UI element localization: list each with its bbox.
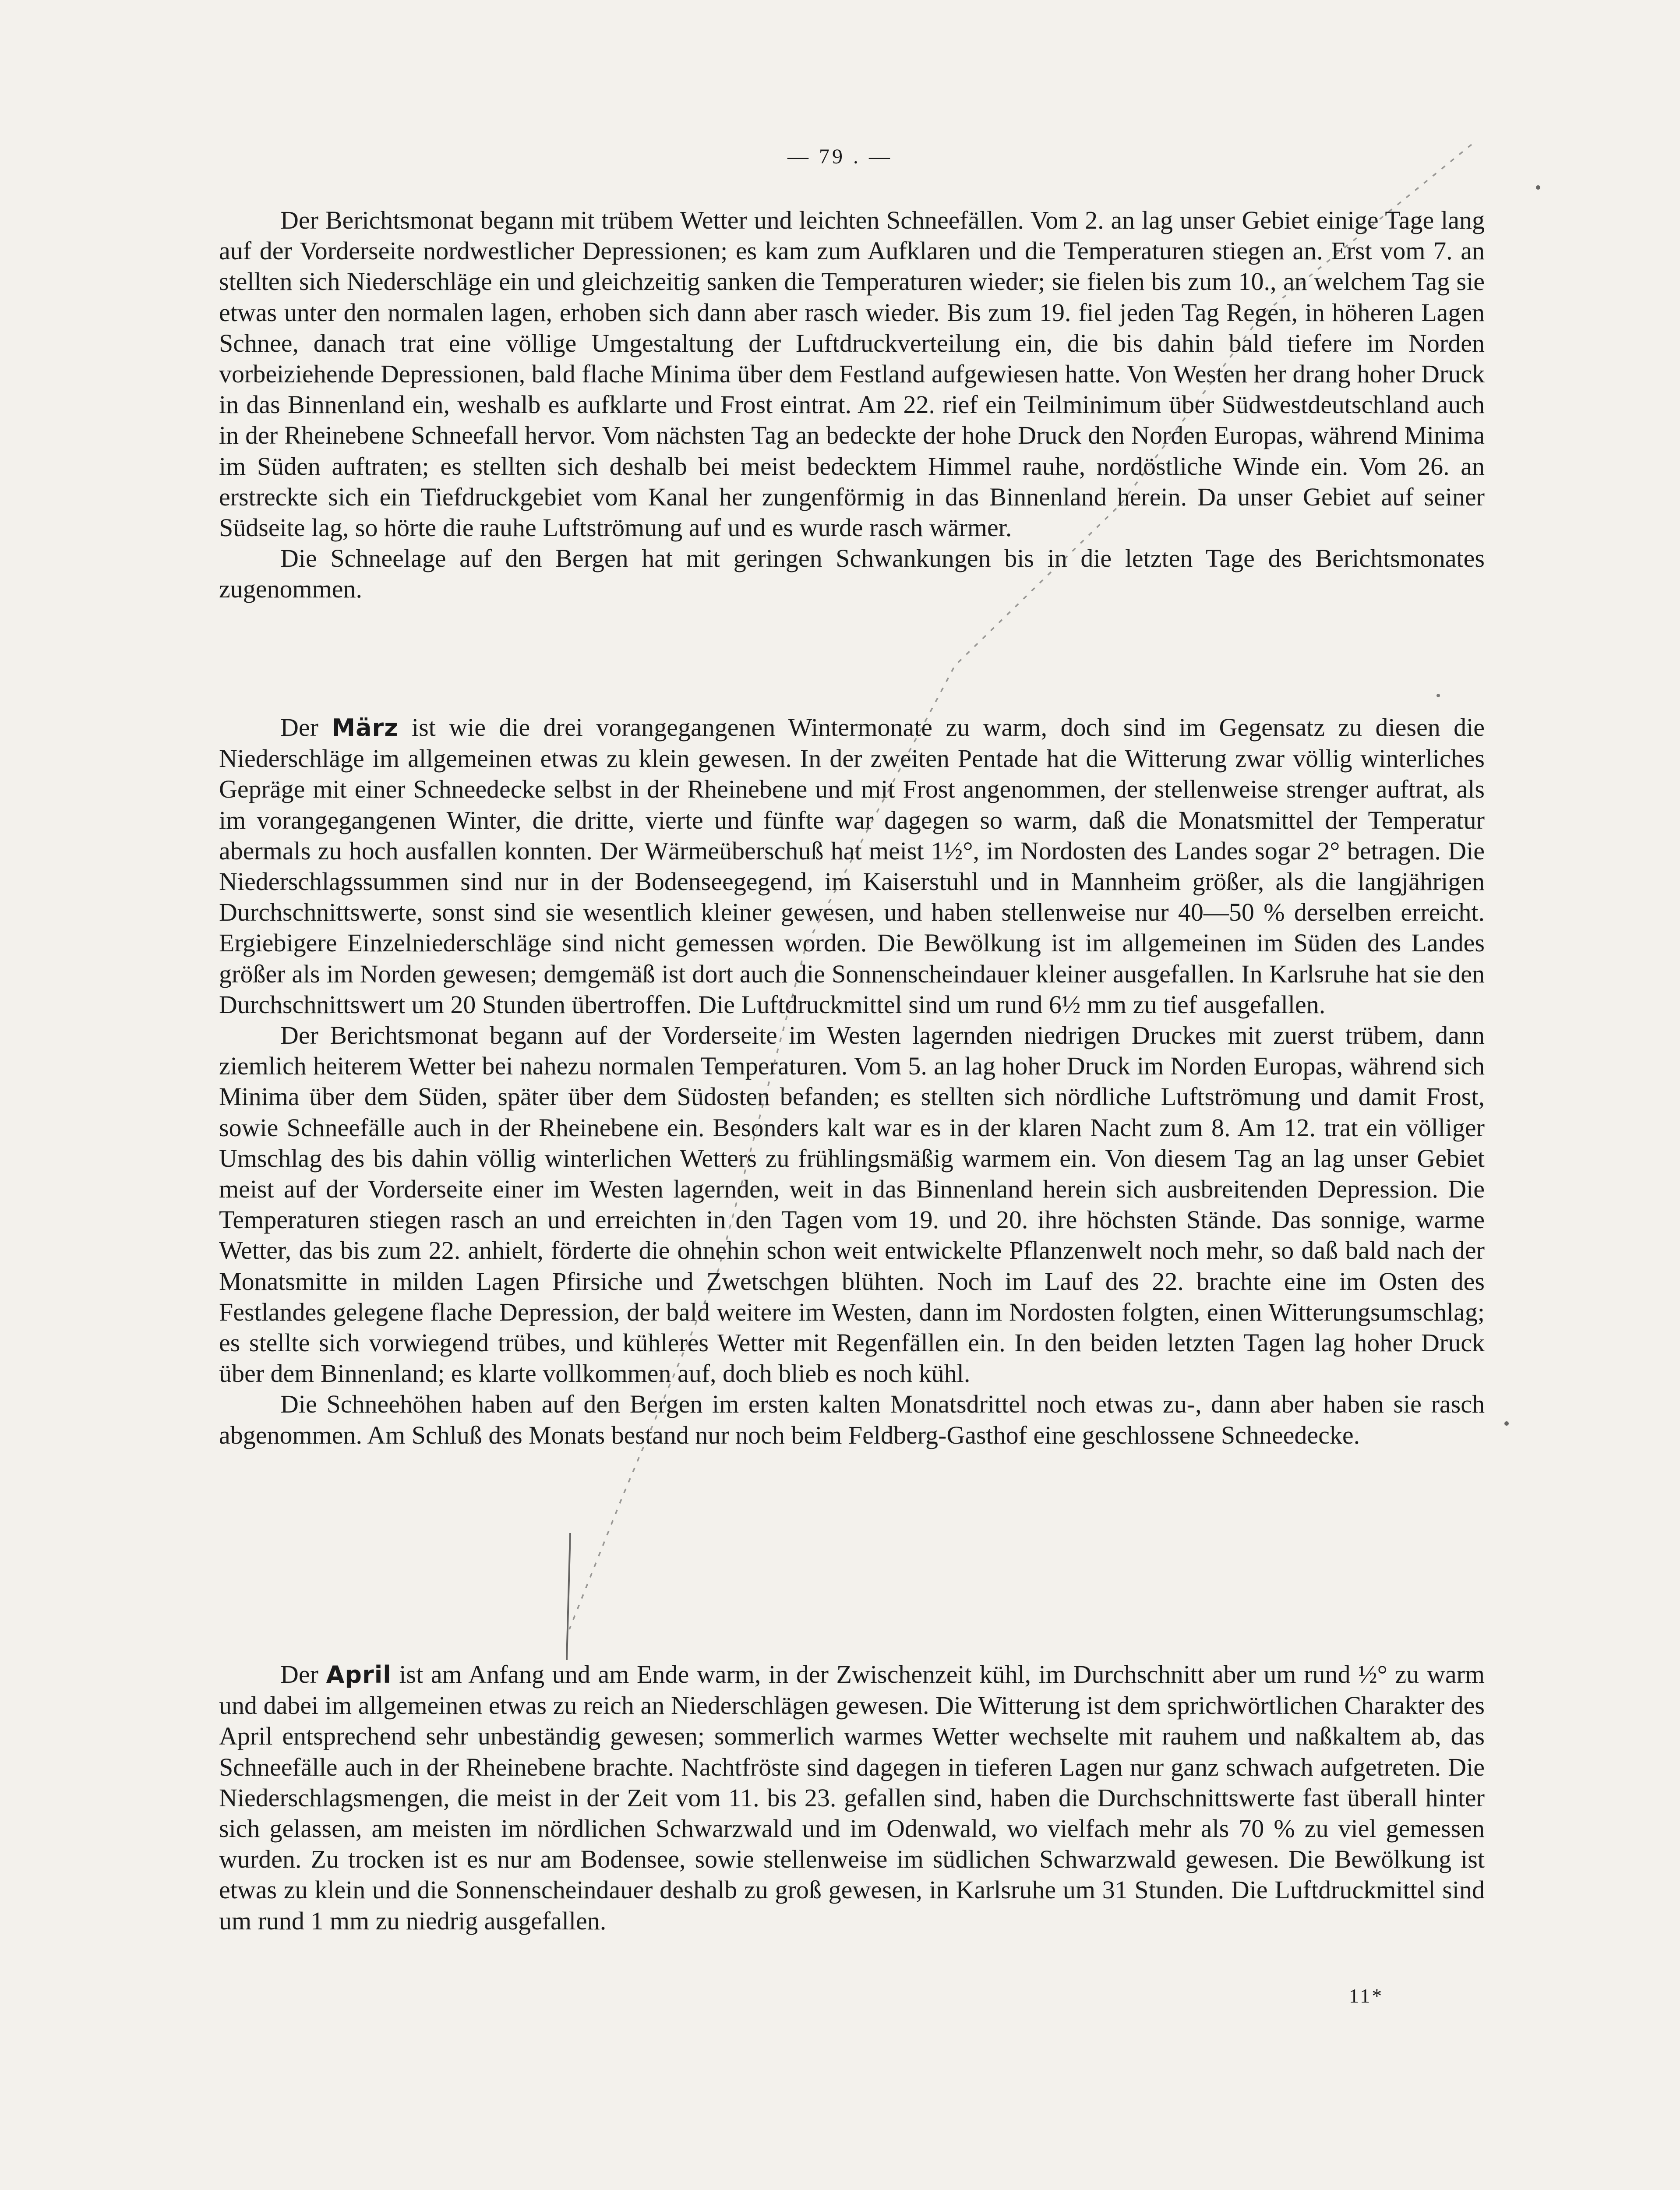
february-section: [219, 205, 1485, 605]
april-paragraph-1-text: ist am Anfang und am Ende warm, in der Zwischenzeit kühl, im Durchschnitt aber um rund ½° zu warm und dabei im allgemeinen etwas zu reich an Niederschlägen gewesen. Die Witterung ist dem sprichwörtlichen Charakter des April entsprechend sehr unbeständig gewesen; sommerlich warmes Wetter wechselte mit rauhem und naßkaltem ab, das Schneefälle auch in der Rheinebene brachte. Nachtfröste sind dagegen in tieferen Lagen nur ganz schwach aufgetreten. Die Niederschlagsmengen, die meist in der Zeit vom 11. bis 23. gefallen sind, haben die Durchschnittswerte fast überall hinter sich gelassen, am meisten im nördlichen Schwarzwald und im Odenwald, wo vielfach mehr als 70 % zu viel gemessen wurden. Zu trocken ist es nur am Bodensee, sowie stellenweise im südlichen Schwarzwald gewesen. Die Bewölkung ist etwas zu klein und die Sonnenscheindauer deshalb zu groß gewesen, in Karlsruhe um 31 Stunden. Die Luftdruckmittel sind um rund 1 mm zu niedrig ausgefallen.: [219, 1660, 1485, 1935]
april-section: [219, 1659, 1485, 1936]
march-section: [219, 712, 1485, 1451]
april-paragraph-1: [219, 1659, 1485, 1936]
march-paragraph-1-text: ist wie die drei vorangegangenen Wintermonate zu warm, doch sind im Gegensatz zu diesen die Niederschläge im allgemeinen etwas zu klein gewesen. In der zweiten Pentade hat die Witterung zwar völlig winterliches Gepräge mit einer Schneedecke selbst in der Rheinebene und mit Frost angenommen, der stellenweise strenger auftrat, als im vorangegangenen Winter, die dritte, vierte und fünfte war dagegen so warm, daß die Monatsmittel der Temperatur abermals zu hoch ausfallen konnten. Der Wärmeüberschuß hat meist 1½°, im Nordosten des Landes sogar 2° betragen. Die Niederschlagssummen sind nur in der Bodenseegegend, im Kaiserstuhl und in Mannheim größer, als die langjährigen Durchschnittswerte, sonst sind sie wesentlich kleiner gewesen, und haben stellenweise nur 40—50 % derselben erreicht. Ergiebigere Einzelniederschläge sind nicht gemessen worden. Die Bewölkung ist im allgemeinen im Süden des Landes größer als im Norden gewesen; demgemäß ist dort auch die Sonnenscheindauer kleiner ausgefallen. In Karlsruhe hat sie den Durchschnittswert um 20 Stunden übertroffen. Die Luftdruckmittel sind um rund 6½ mm zu tief ausgefallen.: [219, 713, 1485, 1019]
april-intro-word: Der: [280, 1660, 318, 1688]
page-number: — 79 . —: [787, 145, 893, 168]
march-intro-word: Der: [280, 713, 318, 742]
march-month-heading: März: [332, 714, 399, 742]
march-paragraph-1: [219, 712, 1485, 1020]
february-paragraph-1: Der Berichtsmonat begann mit trübem Wetter und leichten Schneefällen. Vom 2. an lag unser Gebiet einige Tage lang auf der Vorderseite nordwestlicher Depressionen; es kam zum Aufklaren und die Temperaturen stiegen an. Erst vom 7. an stellten sich Niederschläge ein und gleichzeitig sanken die Temperaturen wieder; sie fielen bis zum 10., an welchem Tag sie etwas unter den normalen lagen, erhoben sich dann aber rasch wieder. Bis zum 19. fiel jeden Tag Regen, in höheren Lagen Schnee, danach trat eine völlige Umgestaltung der Luftdruckverteilung ein, die bis dahin bald tiefere im Norden vorbeiziehende Depressionen, bald flache Minima über dem Festland aufgewiesen hatte. Von Westen her drang hoher Druck in das Binnenland ein, weshalb es aufklarte und Frost eintrat. Am 22. rief ein Teilminimum über Südwestdeutschland auch in der Rheinebene Schneefall hervor. Vom nächsten Tag an bedeckte der hohe Druck den Norden Europas, während Minima im Süden auftraten; es stellten sich deshalb bei meist bedecktem Himmel rauhe, nordöstliche Winde ein. Vom 26. an erstreckte sich ein Tiefdruckgebiet vom Kanal her zungenförmig in das Binnenland herein. Da unser Gebiet auf seiner Südseite lag, so hörte die rauhe Luftströmung auf und es wurde rasch wärmer.: [219, 206, 1485, 542]
march-paragraph-3: Die Schneehöhen haben auf den Bergen im ersten kalten Monatsdrittel noch etwas zu-, dann aber haben sie rasch abgenommen. Am Schluß des Monats bestand nur noch beim Feldberg-Gasthof eine geschlossene Schneedecke.: [219, 1390, 1485, 1449]
february-paragraph-2: Die Schneelage auf den Bergen hat mit geringen Schwankungen bis in die letzten Tage des Berichtsmonates zugenommen.: [219, 544, 1485, 604]
april-month-heading: April: [326, 1661, 392, 1688]
march-paragraph-2: Der Berichtsmonat begann auf der Vorderseite im Westen lagernden niedrigen Druckes mit zuerst trübem, dann ziemlich heiterem Wetter bei nahezu normalen Temperaturen. Vom 5. an lag hoher Druck im Norden Europas, während sich Minima über dem Süden, später über dem Südosten befanden; es stellten sich nördliche Luftströmung und damit Frost, sowie Schneefälle auch in der Rheinebene ein. Besonders kalt war es in der klaren Nacht zum 8. Am 12. trat ein völliger Umschlag des bis dahin völlig winterlichen Wetters zu frühlingsmäßig warmem ein. Von diesem Tag an lag unser Gebiet meist auf der Vorderseite einer im Westen lagernden, weit in das Binnenland herein sich ausbreitenden Depression. Die Temperaturen stiegen rasch an und erreichten in den Tagen vom 19. und 20. ihre höchsten Stände. Das sonnige, warme Wetter, das bis zum 22. anhielt, förderte die ohnehin schon weit entwickelte Pflanzenwelt noch mehr, so daß bald nach der Monatsmitte in milden Lagen Pfirsiche und Zwetschgen blühten. Noch im Lauf des 22. brachte eine im Osten des Festlandes gelegene flache Depression, der bald weitere im Westen, dann im Nordosten folgten, einen Witterungsumschlag; es stellte sich vorwiegend trübes, und kühleres Wetter mit Regenfällen ein. In den beiden letzten Tagen lag hoher Druck über dem Binnenland; es klarte vollkommen auf, doch blieb es noch kühl.: [219, 1021, 1485, 1388]
signature-mark: 11*: [1349, 1985, 1384, 2007]
